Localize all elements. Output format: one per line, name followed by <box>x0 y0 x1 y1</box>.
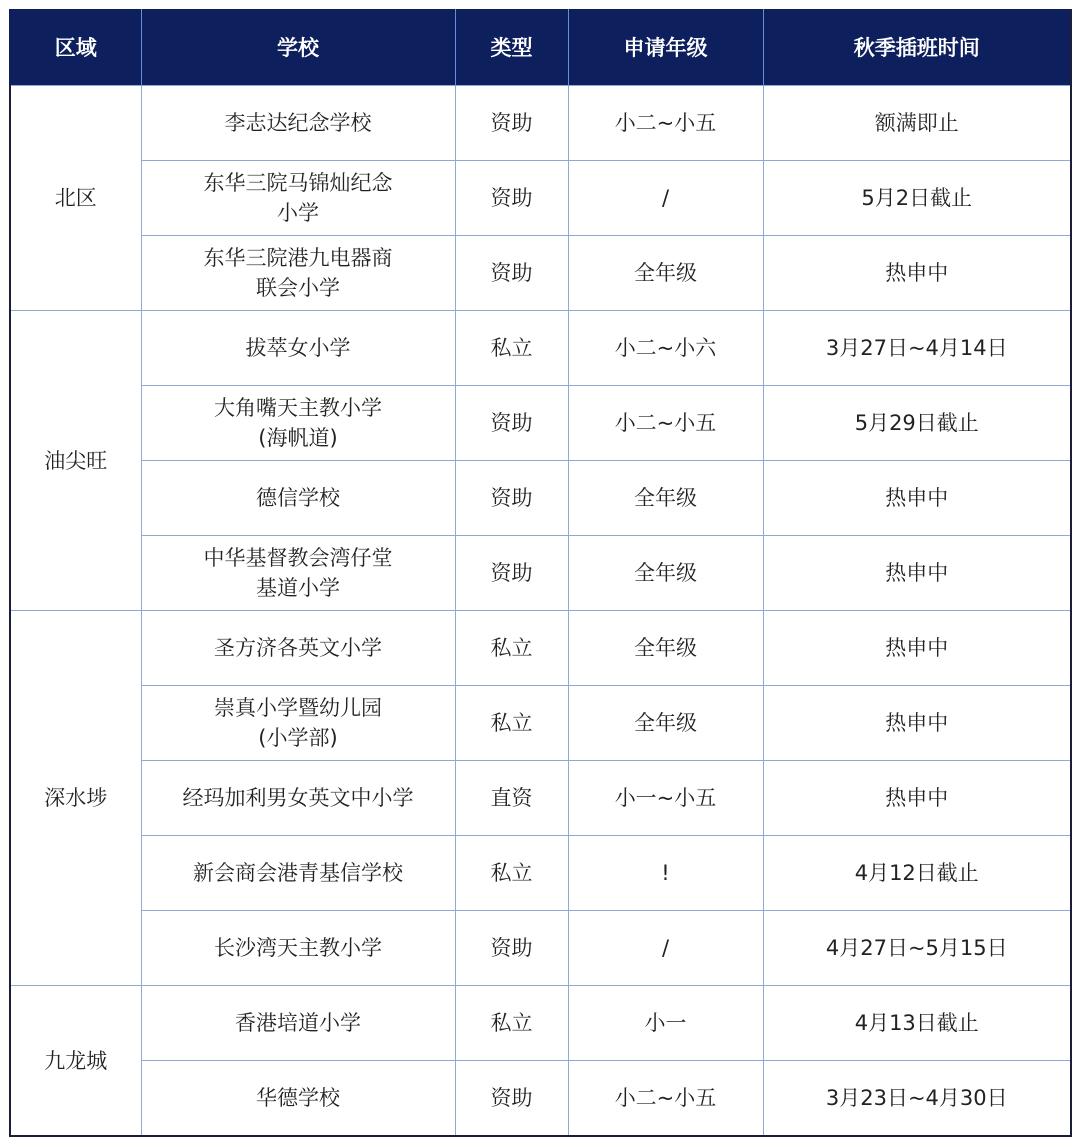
school-name-cell <box>141 611 455 686</box>
autumn-time-cell: 热申中 <box>763 761 1071 836</box>
grade-cell: 全年级 <box>568 686 763 761</box>
table-row <box>10 86 1071 161</box>
grade-cell: 全年级 <box>568 461 763 536</box>
autumn-time-cell: 热申中 <box>763 611 1071 686</box>
school-name-cell <box>141 86 455 161</box>
autumn-time-cell: 5月29日截止 <box>763 386 1071 461</box>
table-row <box>10 986 1071 1061</box>
school-name-cell <box>141 1061 455 1137</box>
school-type-cell: 私立 <box>455 836 568 911</box>
school-name-cell <box>141 536 455 611</box>
school-name-line: (海帆道) <box>258 426 338 450</box>
autumn-time-cell: 热申中 <box>763 686 1071 761</box>
school-type-cell: 资助 <box>455 911 568 986</box>
school-name-line: 基道小学 <box>256 576 340 600</box>
school-name-cell <box>141 161 455 236</box>
school-name-line: 新会商会港青基信学校 <box>193 861 403 885</box>
school-name-line: 李志达纪念学校 <box>224 111 372 135</box>
autumn-time-cell: 3月23日~4月30日 <box>763 1061 1071 1137</box>
table-row <box>10 461 1071 536</box>
header-grade: 申请年级 <box>568 9 763 86</box>
grade-cell: / <box>568 161 763 236</box>
school-type-cell: 资助 <box>455 236 568 311</box>
autumn-time-cell: 4月12日截止 <box>763 836 1071 911</box>
school-table-container <box>9 9 1070 1137</box>
autumn-time-cell: 额满即止 <box>763 86 1071 161</box>
school-name-line: 圣方济各英文小学 <box>214 636 382 660</box>
autumn-time-cell: 4月27日~5月15日 <box>763 911 1071 986</box>
school-name-line: 长沙湾天主教小学 <box>214 936 382 960</box>
grade-cell: ! <box>568 836 763 911</box>
school-type-cell: 资助 <box>455 536 568 611</box>
table-row <box>10 836 1071 911</box>
region-cell: 九龙城 <box>10 986 141 1137</box>
header-school: 学校 <box>141 9 455 86</box>
school-type-cell: 私立 <box>455 311 568 386</box>
autumn-time-cell: 4月13日截止 <box>763 986 1071 1061</box>
grade-cell: 小一 <box>568 986 763 1061</box>
table-header-row <box>10 9 1071 86</box>
grade-cell: 全年级 <box>568 611 763 686</box>
region-cell: 北区 <box>10 86 141 311</box>
region-cell: 深水埗 <box>10 611 141 986</box>
school-name-line: 联会小学 <box>256 276 340 300</box>
school-name-line: 香港培道小学 <box>235 1011 361 1035</box>
school-name-line: 拔萃女小学 <box>245 336 351 360</box>
school-name-cell <box>141 836 455 911</box>
school-type-cell: 私立 <box>455 611 568 686</box>
school-name-cell <box>141 236 455 311</box>
school-type-cell: 私立 <box>455 986 568 1061</box>
table-row <box>10 611 1071 686</box>
grade-cell: 全年级 <box>568 236 763 311</box>
school-type-cell: 私立 <box>455 686 568 761</box>
school-name-line: (小学部) <box>258 726 338 750</box>
grade-cell: 全年级 <box>568 536 763 611</box>
region-cell: 油尖旺 <box>10 311 141 611</box>
table-body <box>10 86 1071 1137</box>
grade-cell: 小二~小五 <box>568 386 763 461</box>
school-type-cell: 资助 <box>455 461 568 536</box>
table-row <box>10 1061 1071 1137</box>
header-region: 区域 <box>10 9 141 86</box>
school-name-line: 崇真小学暨幼儿园 <box>214 696 382 720</box>
table-row <box>10 911 1071 986</box>
school-name-cell <box>141 761 455 836</box>
school-name-line: 德信学校 <box>256 486 340 510</box>
grade-cell: / <box>568 911 763 986</box>
school-name-cell <box>141 686 455 761</box>
school-name-line: 华德学校 <box>256 1086 340 1110</box>
autumn-time-cell: 热申中 <box>763 461 1071 536</box>
school-name-line: 小学 <box>277 201 319 225</box>
header-autumn-time: 秋季插班时间 <box>763 9 1071 86</box>
school-type-cell: 直资 <box>455 761 568 836</box>
autumn-time-cell: 3月27日~4月14日 <box>763 311 1071 386</box>
table-row <box>10 386 1071 461</box>
grade-cell: 小二~小六 <box>568 311 763 386</box>
grade-cell: 小一~小五 <box>568 761 763 836</box>
header-type: 类型 <box>455 9 568 86</box>
school-name-cell <box>141 911 455 986</box>
school-name-cell <box>141 986 455 1061</box>
grade-cell: 小二~小五 <box>568 1061 763 1137</box>
autumn-time-cell: 热申中 <box>763 236 1071 311</box>
table-row <box>10 236 1071 311</box>
grade-cell: 小二~小五 <box>568 86 763 161</box>
school-name-cell <box>141 311 455 386</box>
table-row <box>10 161 1071 236</box>
school-name-cell <box>141 461 455 536</box>
school-vacancy-table <box>9 9 1072 1137</box>
table-row <box>10 311 1071 386</box>
school-type-cell: 资助 <box>455 1061 568 1137</box>
table-row <box>10 686 1071 761</box>
table-row <box>10 761 1071 836</box>
school-name-line: 东华三院马锦灿纪念 <box>203 171 393 195</box>
school-name-line: 大角嘴天主教小学 <box>214 396 382 420</box>
school-type-cell: 资助 <box>455 386 568 461</box>
autumn-time-cell: 5月2日截止 <box>763 161 1071 236</box>
school-type-cell: 资助 <box>455 86 568 161</box>
autumn-time-cell: 热申中 <box>763 536 1071 611</box>
school-name-cell <box>141 386 455 461</box>
school-name-line: 经玛加利男女英文中小学 <box>182 786 414 810</box>
school-type-cell: 资助 <box>455 161 568 236</box>
school-name-line: 东华三院港九电器商 <box>203 246 393 270</box>
school-name-line: 中华基督教会湾仔堂 <box>203 546 393 570</box>
table-row <box>10 536 1071 611</box>
